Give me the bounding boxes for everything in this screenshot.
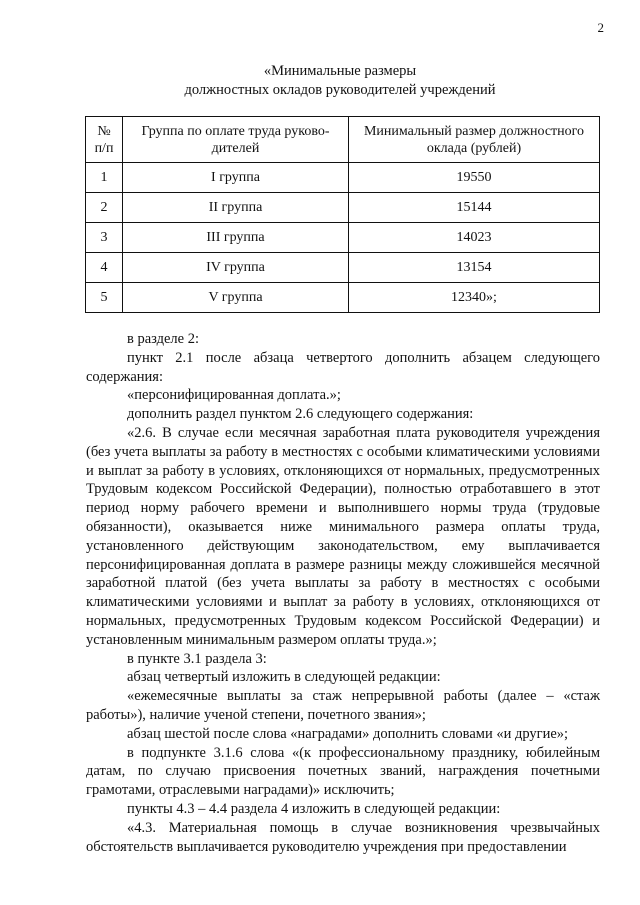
row-number: 5 (86, 283, 123, 313)
salary-table (85, 116, 600, 313)
paragraph: дополнить раздел пунктом 2.6 следующего содержания: (127, 406, 474, 423)
table-row (86, 283, 600, 313)
table-row (86, 223, 600, 253)
paragraph: «2.6. В случае если месячная заработная плата руководителя учреждения (без учета выплаты за работу в местностях с особыми климатическими условиями и выплат за работу в условиях, отклоняющихся от нормальных, предусмотренных Трудовым кодексом Российской Федерации), полностью отработавшего в этот период норму рабочего времени и выполнившего нормы труда (трудовые обязанности), оказывается ниже минимального размера оплаты труда, установленного действующим законодательством, ему выплачивается персонифицированная доплата в размере разницы между сложившейся месячной заработной платой (без учета выплаты за работу в местностях с особыми климатическими условиями и выплат за работу в условиях, отклоняющихся от нормальных, предусмотренных Трудовым кодексом Российской Федерации) и установленным минимальным размером оплаты труда.»; (86, 424, 600, 648)
table-header-row (86, 117, 600, 163)
row-group: IV группа (123, 253, 349, 283)
table-row (86, 253, 600, 283)
paragraph: в подпункте 3.1.6 слова «(к профессиональному празднику, юбилейным датам, по случаю присвоения почетных званий, награждения почетными грамотами, отраслевыми наградами)» исключить; (86, 744, 600, 799)
page-number: 2 (597, 20, 604, 35)
header-salary-line-2: оклада (рублей) (426, 140, 522, 156)
paragraph: абзац четвертый изложить в следующей редакции: (127, 669, 441, 686)
paragraph: пункт 2.1 после абзаца четвертого дополнить абзацем следующего содержания: (86, 349, 600, 385)
table-title (80, 62, 600, 100)
paragraph: пункты 4.3 – 4.4 раздела 4 изложить в следующей редакции: (127, 800, 501, 817)
row-salary: 14023 (349, 223, 600, 253)
header-salary-line-1: Минимальный размер должностного (363, 123, 585, 139)
row-number: 3 (86, 223, 123, 253)
header-group-line-2: дителей (211, 140, 260, 156)
paragraph: «ежемесячные выплаты за стаж непрерывной работы (далее – «стаж работы»), наличие ученой степени, почетного звания»; (86, 688, 600, 723)
row-salary: 13154 (349, 253, 600, 283)
header-group-line-1: Группа по оплате труда руково- (141, 123, 330, 139)
row-salary: 12340»; (349, 283, 600, 313)
paragraph: «4.3. Материальная помощь в случае возникновения чрезвычайных обстоятельств выплачивается руководителю учреждения при предоставлении (86, 819, 600, 855)
row-number: 1 (86, 163, 123, 193)
header-salary (349, 117, 600, 163)
table-title-line-2: должностных окладов руководителей учреждений (184, 82, 496, 98)
row-number: 4 (86, 253, 123, 283)
header-number-line-1: № (97, 123, 111, 139)
row-group: II группа (123, 193, 349, 223)
row-salary: 19550 (349, 163, 600, 193)
paragraph: в пункте 3.1 раздела 3: (127, 650, 267, 667)
document-body (86, 330, 600, 856)
paragraph: «персонифицированная доплата.»; (127, 387, 341, 404)
table-row (86, 193, 600, 223)
table-title-line-1: «Минимальные размеры (263, 63, 417, 79)
row-group: V группа (123, 283, 349, 313)
header-number-line-2: п/п (94, 140, 114, 156)
row-salary: 15144 (349, 193, 600, 223)
header-number (86, 117, 123, 163)
row-number: 2 (86, 193, 123, 223)
table-row (86, 163, 600, 193)
header-group (123, 117, 349, 163)
paragraph: абзац шестой после слова «наградами» дополнить словами «и другие»; (127, 725, 569, 742)
row-group: I группа (123, 163, 349, 193)
row-group: III группа (123, 223, 349, 253)
paragraph: в разделе 2: (127, 331, 200, 347)
